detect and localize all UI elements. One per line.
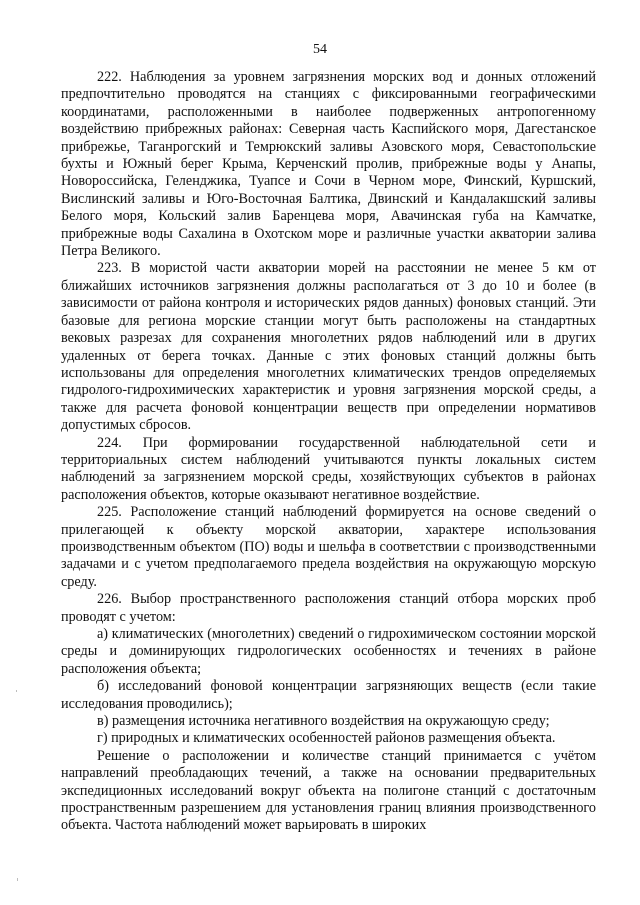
- list-item-v: в) размещения источника негативного воздействия на окружающую среду;: [97, 713, 550, 730]
- list-item-b: б) исследований фоновой концентрации загрязняющих веществ (если такие исследования проводились);: [61, 678, 596, 712]
- paragraph-224: 224. При формировании государственной наблюдательной сети и территориальных систем наблюдений учитываются пункты локальных систем наблюдений за загрязнением морской среды, хозяйствующих субъектов в районах расположения объектов, которые оказывают негативное воздействие.: [61, 434, 596, 503]
- paragraph-226: 226. Выбор пространственного расположения станций отбора морских проб проводят с учетом:: [61, 591, 596, 625]
- list-item-g: г) природных и климатических особенностей районов размещения объекта.: [97, 730, 556, 747]
- paragraph-decision: Решение о расположении и количестве станций принимается с учётом направлений преобладающих течений, а также на основании предварительных экспедиционных исследований вокруг объекта на полигоне станций с достаточным пространственным разрешением для установления границ влияния производственного объекта. Частота наблюдений может варьировать в широких: [61, 747, 596, 834]
- scan-artifact-mark: [17, 878, 18, 881]
- paragraph-222: 222. Наблюдения за уровнем загрязнения морских вод и донных отложений предпочтительно проводятся на станциях с фиксированными географическими координатами, расположенными в наиболее подверженных антропогенному воздействию прибрежных районах: Северная часть Каспийского моря, Дагестанское прибрежье, Таганрогский и Темрюкский заливы Азовского моря, Севастопольские бухты и Южный берег Крыма, Керченский пролив, прибрежные воды у Анапы, Новороссийска, Геленджика, Туапсе и Сочи в Черном море, Финский, Куршский, Вислинский заливы и Юго-Восточная Балтика, Двинский и Кандалакшский заливы Белого моря, Кольский залив Баренцева моря, Авачинская губа на Камчатке, прибрежные воды Сахалина в Охотском море и различные участки акватории залива Петра Великого.: [61, 69, 596, 260]
- list-item-a: а) климатических (многолетних) сведений о гидрохимическом состоянии морской среды и доминирующих гидрологических особенностях и течениях в районе расположения объекта;: [61, 626, 596, 677]
- document-body: [61, 69, 596, 835]
- scan-artifact-mark: [16, 690, 17, 692]
- paragraph-223: 223. В мористой части акватории морей на расстоянии не менее 5 км от ближайших источников загрязнения должны располагаться от 3 до 10 и более (в зависимости от района контроля и исторических рядов данных) фоновых станций. Эти базовые для региона морские станции могут быть расположены на стандартных вековых разрезах для сохранения многолетних рядов наблюдений или в других удаленных от берега точках. Данные с этих фоновых станций должны быть использованы для определения многолетних климатических трендов определяемых гидролого-гидрохимических характеристик и уровня загрязнения морской среды, а также для расчета фоновой концентрации веществ при определении нормативов допустимых сбросов.: [61, 260, 596, 434]
- paragraph-225: 225. Расположение станций наблюдений формируется на основе сведений о прилегающей к объекту морской акватории, характере использования производственным объектом (ПО) воды и шельфа в соответствии с производственными задачами и с учетом предполагаемого предела воздействия на окружающую морскую среду.: [61, 504, 596, 590]
- page-number: 54: [313, 42, 327, 57]
